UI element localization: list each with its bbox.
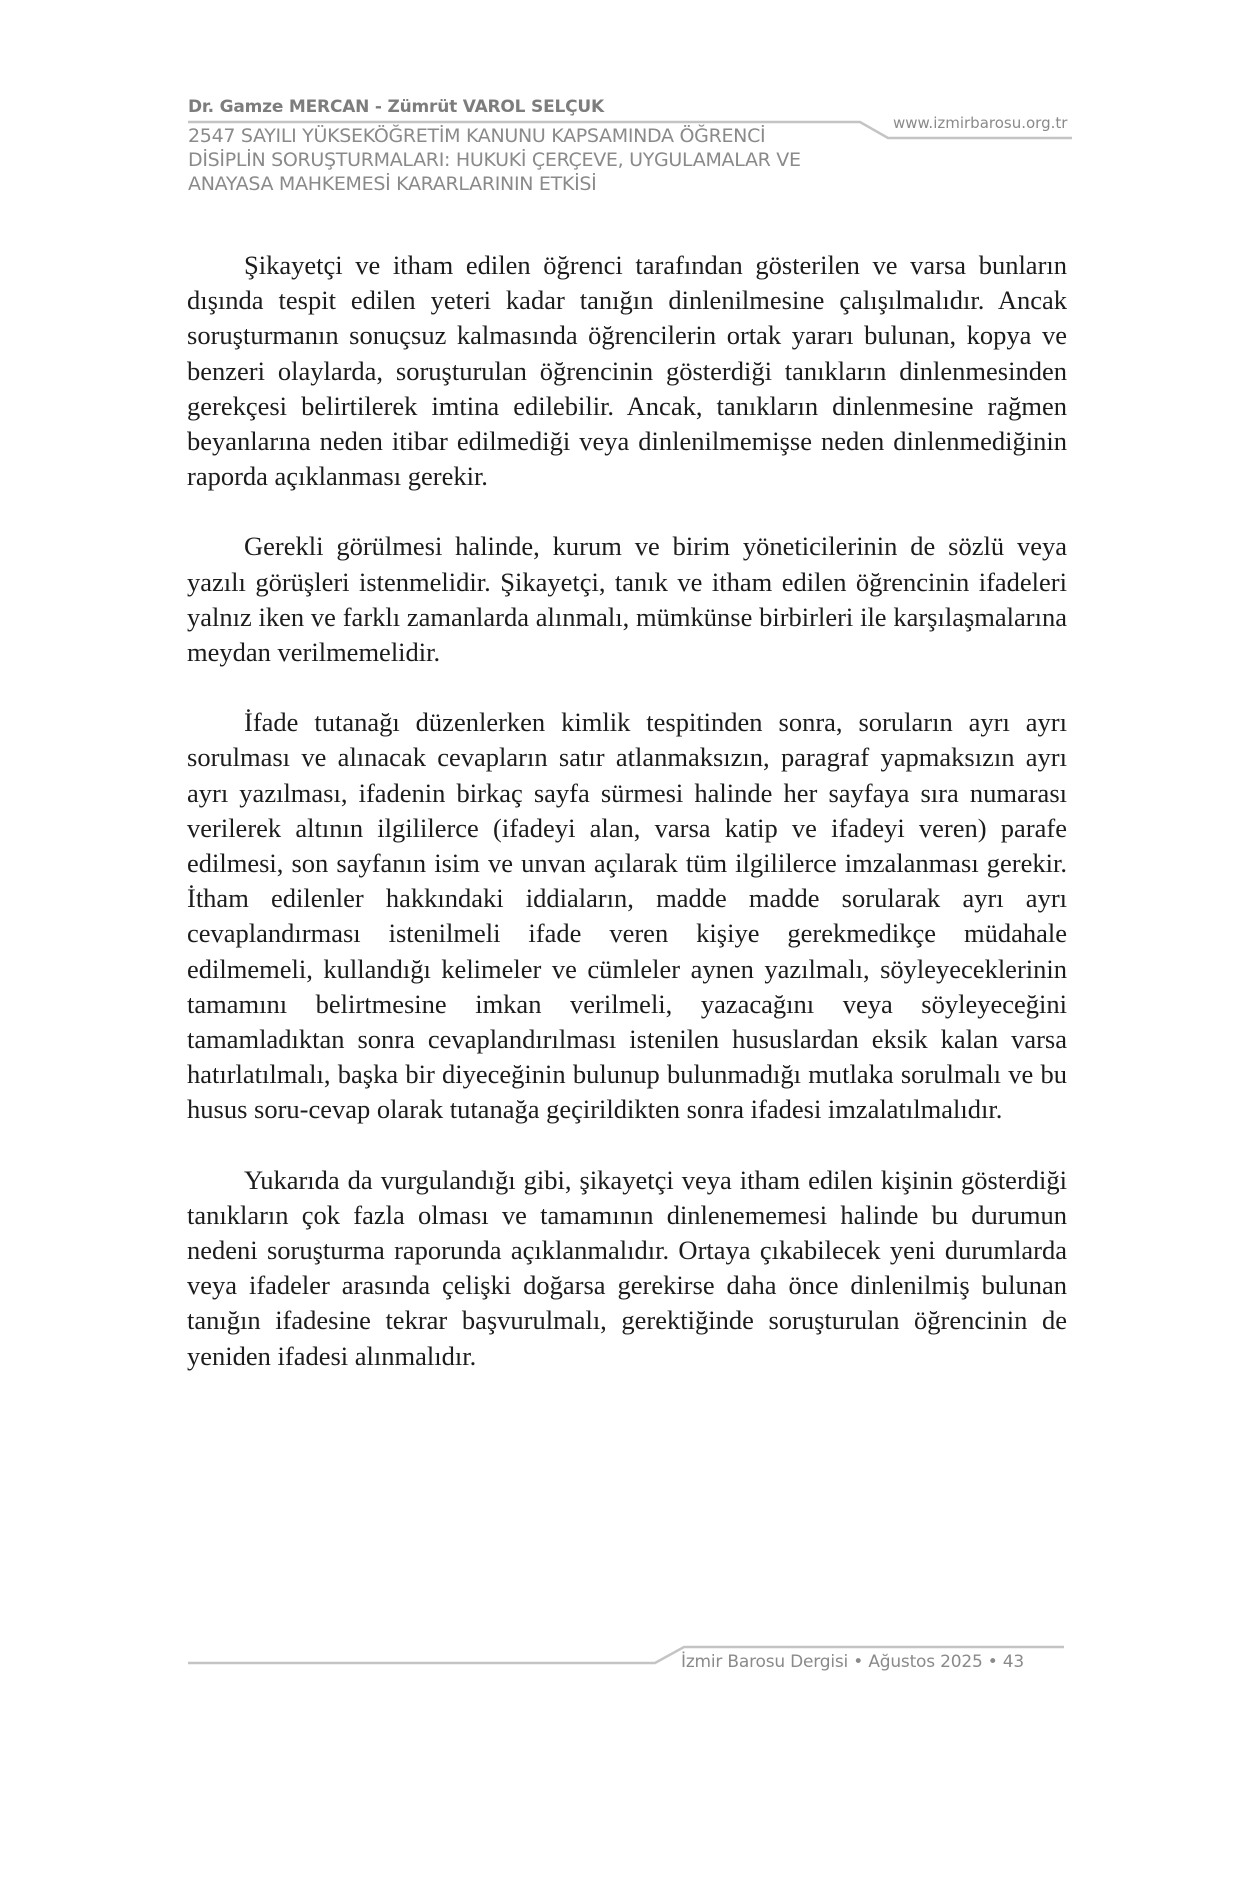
website-link[interactable]: www.izmirbarosu.org.tr (893, 114, 1068, 132)
running-header (188, 96, 1078, 196)
page-footer: İzmir Barosu Dergisi • Ağustos 2025 • 43 (681, 1652, 1025, 1672)
article-authors: Dr. Gamze MERCAN - Zümrüt VAROL SELÇUK (188, 97, 604, 117)
paragraph: Gerekli görülmesi halinde, kurum ve birim yöneticilerinin de sözlü veya yazılı görüşleri istenmelidir. Şikayetçi, tanık ve itham edilen öğrencinin ifadeleri yalnız iken ve farklı zamanlarda alınmalı, mümkünse birbirleri ile karşılaşmalarına meydan verilmemelidir. (187, 531, 1067, 668)
title-line: 2547 SAYILI YÜKSEKÖĞRETİM KANUNU KAPSAMINDA ÖĞRENCİ (188, 125, 766, 147)
title-line: ANAYASA MAHKEMESİ KARARLARININ ETKİSİ (188, 173, 597, 195)
paragraph: Şikayetçi ve itham edilen öğrenci tarafından gösterilen ve varsa bunların dışında tespit edilen yeteri kadar tanığın dinlenilmesine çalışılmalıdır. Ancak soruşturmanın sonuçsuz kalmasında öğrencilerin ortak yararı bulunan, kopya ve benzeri olaylarda, soruşturulan öğrencinin gösterdiği tanıkların dinlenmesinden gerekçesi belirtilerek imtina edilebilir. Ancak, tanıkların dinlenmesine rağmen beyanlarına neden itibar edilmediği veya dinlenilmemişse neden dinlenmediğinin raporda açıklanması gerekir. (187, 250, 1067, 492)
title-line: DİSİPLİN SORUŞTURMALARI: HUKUKİ ÇERÇEVE, UYGULAMALAR VE (188, 149, 801, 171)
paragraph: İfade tutanağı düzenlerken kimlik tespitinden sonra, soruların ayrı ayrı sorulması ve alınacak cevapların satır atlanmaksızın, paragraf yapmaksızın ayrı ayrı yazılması, ifadenin birkaç sayfa sürmesi halinde her sayfaya sıra numarası verilerek altının ilgililerce (ifadeyi alan, varsa katip ve ifadeyi veren) parafe edilmesi, son sayfanın isim ve unvan açılarak tüm ilgililerce imzalanması gerekir. İtham edilenler hakkındaki iddiaların, madde madde sorularak ayrı ayrı cevaplandırması istenilmeli ifade veren kişiye gerekmedikçe müdahale edilmemeli, kullandığı kelimeler ve cümleler aynen yazılmalı, söyleyeceklerinin tamamını belirtmesine imkan verilmeli, yazacağını veya söyleyeceğini tamamladıktan sonra cevaplandırılması istenilen hususlardan eksik kalan varsa hatırlatılmalı, başka bir diyeceğinin bulunup bulunmadığı mutlaka sorulmalı ve bu husus soru-cevap olarak tutanağa geçirildikten sonra ifadesi imzalatılmalıdır. (187, 707, 1067, 1125)
article-body (187, 248, 1067, 1409)
paragraph: Yukarıda da vurgulandığı gibi, şikayetçi veya itham edilen kişinin gösterdiği tanıkların çok fazla olması ve tamamının dinlenememesi halinde bu durumun nedeni soruşturma raporunda açıklanmalıdır. Ortaya çıkabilecek yeni durumlarda veya ifadeler arasında çelişki doğarsa gerekirse daha önce dinlenilmiş bulunan tanığın ifadesine tekrar başvurulmalı, gerektiğinde soruşturulan öğrencinin de yeniden ifadesi alınmalıdır. (187, 1164, 1067, 1371)
article-title (188, 124, 1078, 196)
